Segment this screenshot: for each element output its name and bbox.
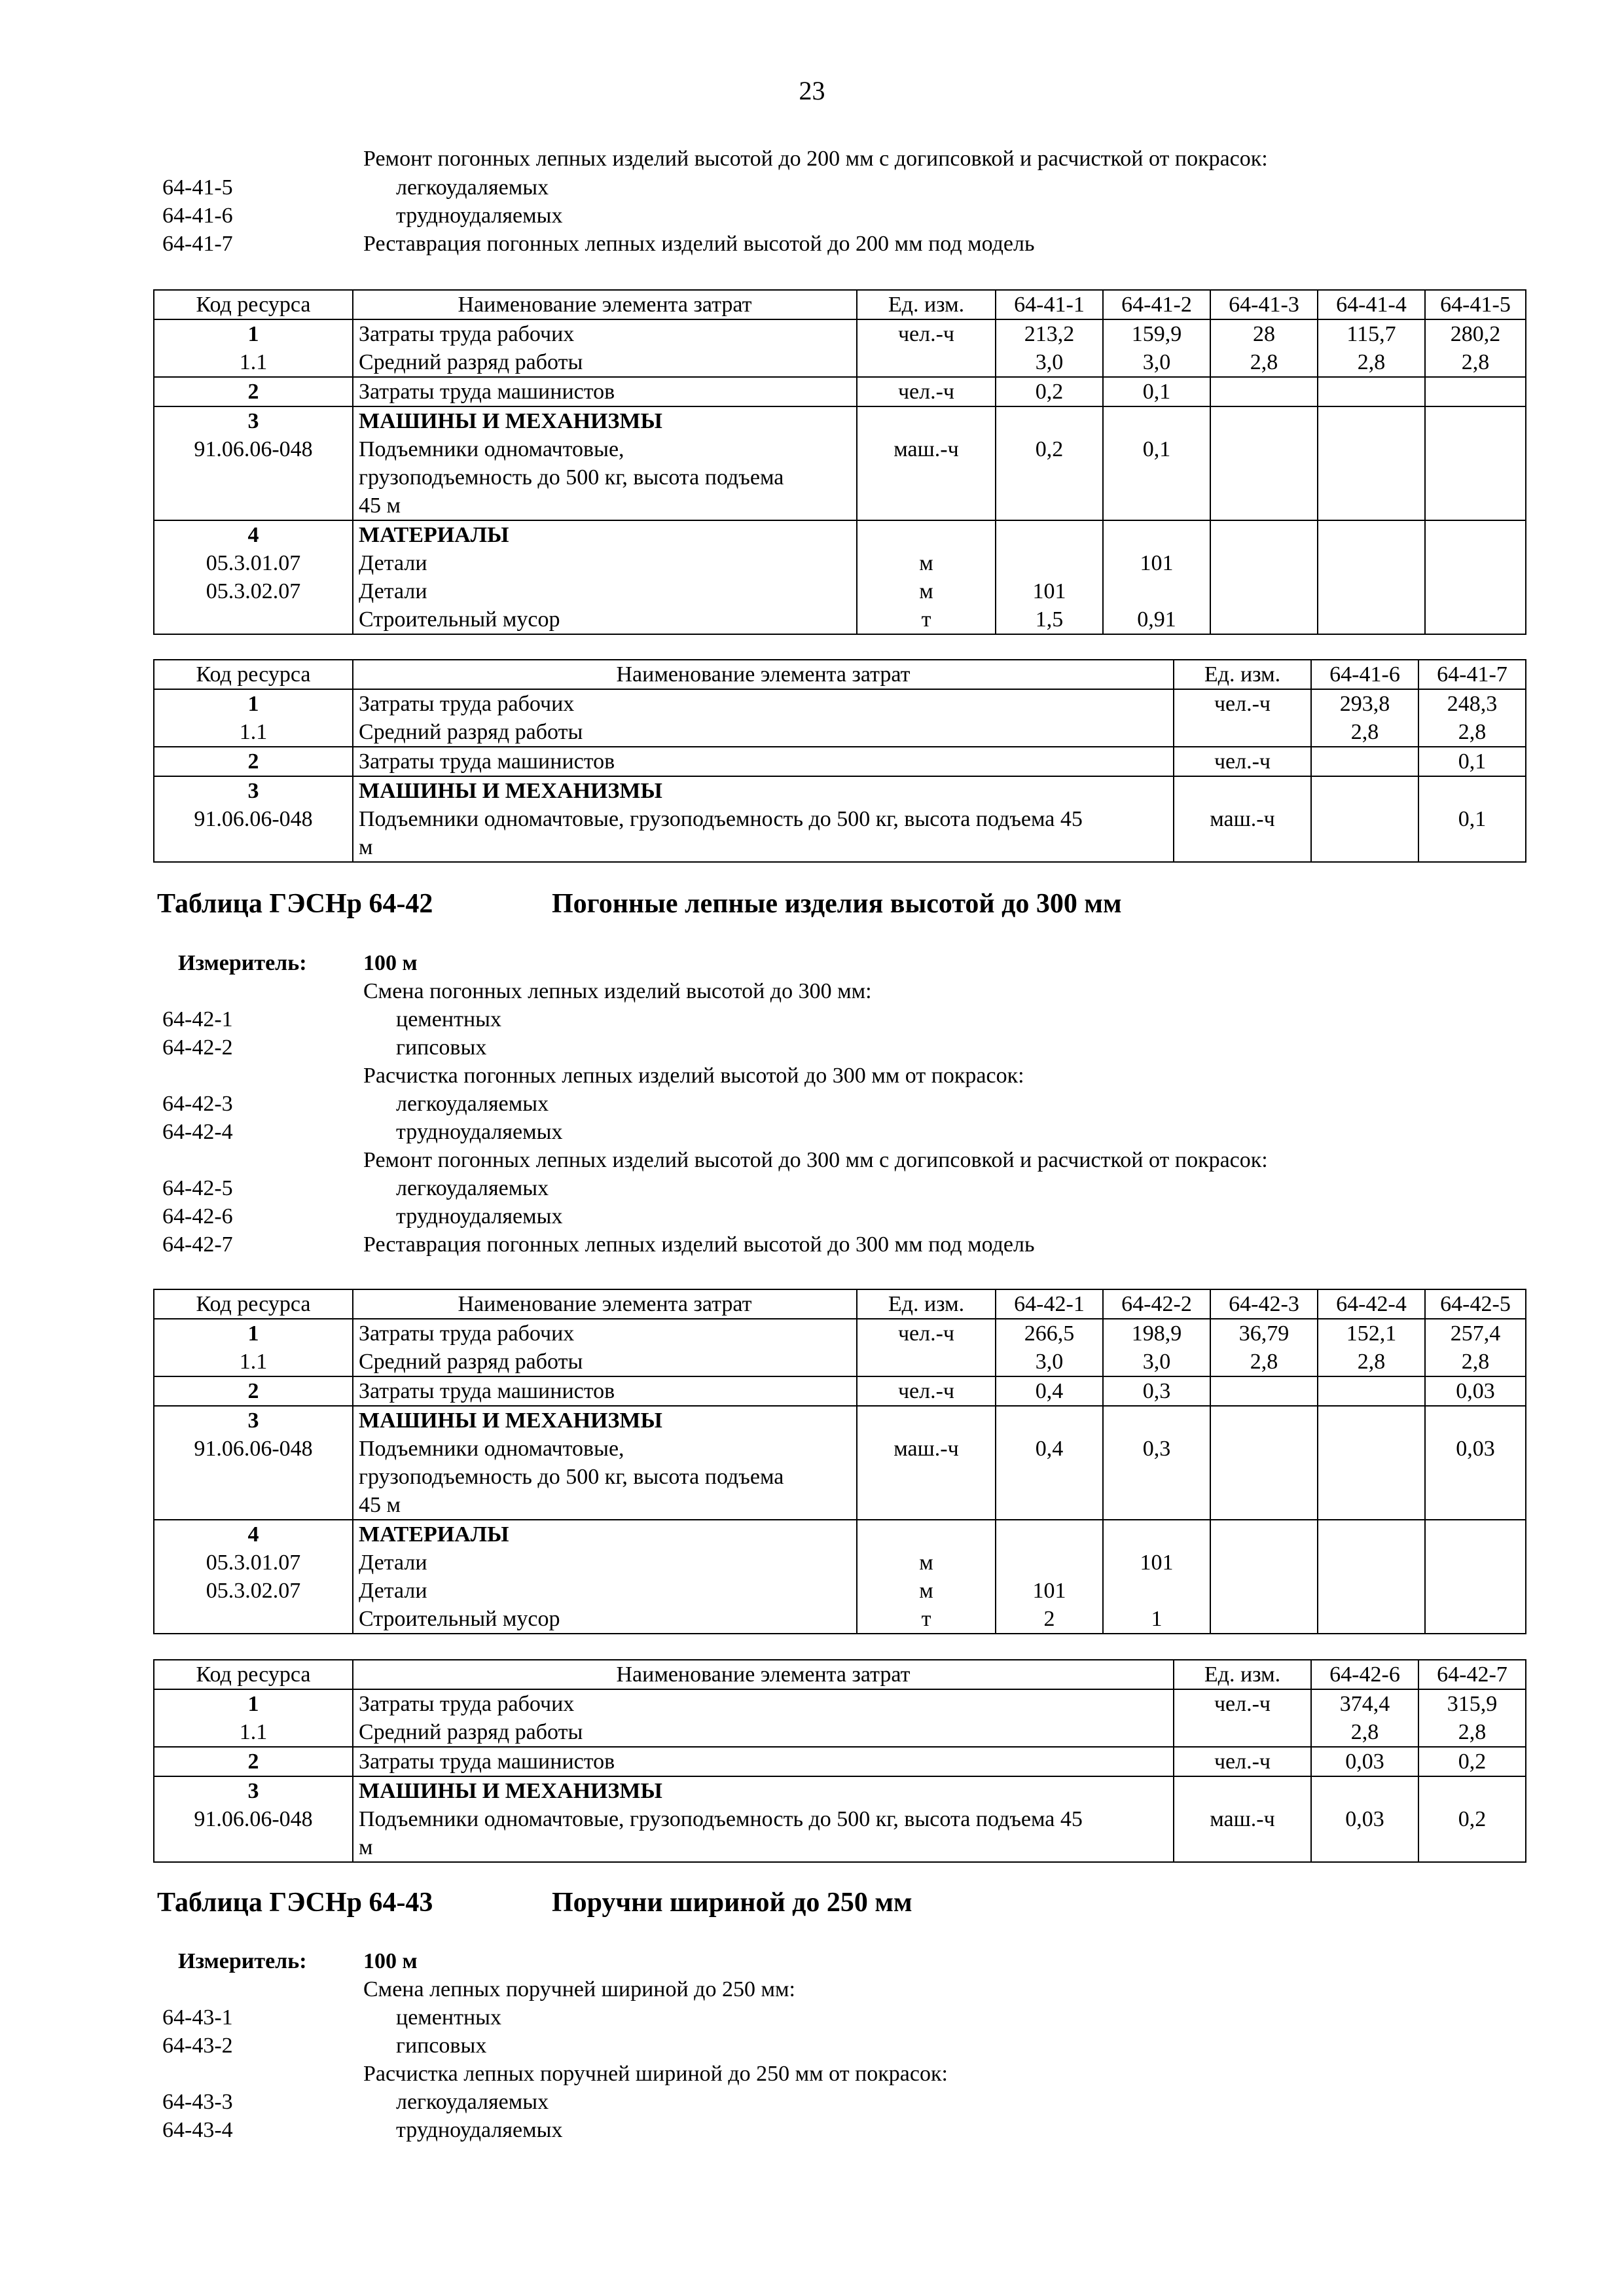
row-unit	[863, 348, 990, 376]
row-name: грузоподъемность до 500 кг, высота подъема	[359, 465, 784, 490]
row-name: Затраты труда машинистов	[353, 1747, 1174, 1776]
item-code: 64-42-3	[162, 1092, 233, 1116]
table-row	[154, 1747, 1526, 1776]
row-unit: м	[919, 579, 933, 603]
row-name: Подъемники одномачтовые, грузоподъемность до 500 кг, высота подъема 45	[359, 807, 1083, 831]
cell-value: 0,91	[1137, 607, 1176, 632]
cell-value	[1318, 377, 1425, 406]
column-header: Наименование элемента затрат	[353, 1289, 857, 1319]
item-code: 64-41-5	[162, 175, 233, 200]
row-unit: маш.-ч	[1210, 807, 1275, 831]
item-code: 64-42-2	[162, 1035, 233, 1060]
row-name: Средний разряд работы	[359, 1720, 583, 1744]
cell-value	[1425, 377, 1526, 406]
cell-value: 3,0	[1142, 1350, 1171, 1374]
item-code: 64-43-2	[162, 2034, 233, 2058]
cell-value: 248,3	[1447, 692, 1498, 716]
row-code: 1.1	[239, 1720, 268, 1744]
column-header: 64-42-4	[1318, 1289, 1425, 1319]
cell-value: 213,2	[1024, 322, 1075, 346]
cell-value: 2,8	[1357, 350, 1386, 374]
cell-value: 1	[1151, 1607, 1163, 1631]
row-name: Строительный мусор	[359, 1607, 560, 1631]
cell-value	[1431, 435, 1520, 463]
column-header: Код ресурса	[154, 660, 353, 689]
resource-table-64-41-6-7	[153, 659, 1526, 863]
item-text: легкоудаляемых	[396, 175, 549, 200]
row-code: 91.06.06-048	[194, 807, 313, 831]
resource-table-64-41-1-5	[153, 289, 1526, 635]
row-unit: м	[919, 1579, 933, 1603]
row-code: 2	[154, 747, 353, 776]
item-code: 64-43-4	[162, 2118, 233, 2142]
cell-value: 0,1	[1418, 747, 1526, 776]
cell-value	[1311, 747, 1418, 776]
cell-value: 2,8	[1458, 720, 1487, 744]
row-unit: маш.-ч	[1210, 1807, 1275, 1831]
table-header-row	[154, 290, 1526, 319]
cell-value: 2,8	[1250, 1350, 1278, 1374]
row-code: 4	[247, 523, 259, 547]
item-text: трудноудаляемых	[396, 1120, 563, 1144]
item-code: 64-42-6	[162, 1204, 233, 1229]
row-name: Затраты труда машинистов	[353, 377, 857, 406]
column-header: 64-41-4	[1318, 290, 1425, 319]
row-unit: т	[921, 607, 931, 632]
row-name: МАТЕРИАЛЫ	[359, 1522, 509, 1547]
item-code: 64-42-5	[162, 1176, 233, 1200]
item-text: Реставрация погонных лепных изделий высотой до 300 мм под модель	[363, 1232, 1035, 1257]
cell-value: 315,9	[1447, 1692, 1498, 1716]
cell-value	[1324, 435, 1419, 463]
row-name: Строительный мусор	[359, 607, 560, 632]
row-name: м	[359, 1835, 373, 1859]
column-header: Ед. изм.	[1174, 660, 1311, 689]
meter-label: Измеритель:	[178, 951, 307, 975]
cell-value: 374,4	[1339, 1692, 1390, 1716]
item-text: легкоудаляемых	[396, 1176, 549, 1200]
item-text: легкоудаляемых	[396, 2090, 549, 2114]
item-text: цементных	[396, 1007, 501, 1031]
cell-value: 2,8	[1461, 350, 1490, 374]
item-text: цементных	[396, 2005, 501, 2030]
row-code: 1.1	[239, 720, 268, 744]
cell-value: 1,5	[1035, 607, 1064, 632]
cell-value	[1109, 577, 1204, 605]
cell-value: 101	[1140, 1551, 1174, 1575]
row-code: 1	[247, 1692, 259, 1716]
cell-value: 3,0	[1035, 350, 1064, 374]
table-label: Таблица ГЭСНр 64-43	[157, 1888, 433, 1918]
row-name: Затраты труда рабочих	[359, 1321, 575, 1346]
row-code: 91.06.06-048	[194, 1437, 313, 1461]
item-text: гипсовых	[396, 2034, 487, 2058]
cell-value	[1324, 1435, 1419, 1463]
table-row	[154, 776, 1526, 862]
cell-value: 198,9	[1131, 1321, 1182, 1346]
row-name: Затраты труда рабочих	[359, 322, 575, 346]
row-unit: м	[919, 551, 933, 575]
row-code: 1	[247, 692, 259, 716]
cell-value	[1318, 1376, 1425, 1406]
row-code: 91.06.06-048	[194, 437, 313, 461]
column-header: 64-41-6	[1311, 660, 1418, 689]
column-header: 64-41-1	[996, 290, 1103, 319]
column-header: 64-42-5	[1425, 1289, 1526, 1319]
cell-value: 0,2	[1035, 437, 1064, 461]
row-name: Затраты труда машинистов	[353, 747, 1174, 776]
row-unit: маш.-ч	[893, 437, 959, 461]
cell-value	[1317, 805, 1413, 833]
cell-value	[1216, 1435, 1312, 1463]
row-name: Средний разряд работы	[359, 1350, 583, 1374]
table-header-row	[154, 1289, 1526, 1319]
row-code: 3	[247, 779, 259, 803]
list-header: Смена лепных поручней шириной до 250 мм:	[363, 1977, 795, 2001]
column-header: 64-41-5	[1425, 290, 1526, 319]
column-header: 64-41-3	[1210, 290, 1318, 319]
row-code: 91.06.06-048	[194, 1807, 313, 1831]
table-row	[154, 1376, 1526, 1406]
cell-value: 2,8	[1250, 350, 1278, 374]
cell-value: 152,1	[1346, 1321, 1397, 1346]
cell-value: 293,8	[1339, 692, 1390, 716]
cell-value: 3,0	[1035, 1350, 1064, 1374]
cell-value: 36,79	[1238, 1321, 1290, 1346]
item-text: гипсовых	[396, 1035, 487, 1060]
cell-value: 2,8	[1458, 1720, 1487, 1744]
cell-value: 266,5	[1024, 1321, 1075, 1346]
cell-value: 2	[1043, 1607, 1055, 1631]
list-header: Расчистка лепных поручней шириной до 250 мм от покрасок:	[363, 2062, 948, 2086]
item-text: трудноудаляемых	[396, 204, 563, 228]
row-name: Детали	[359, 551, 427, 575]
column-header: 64-42-2	[1103, 1289, 1210, 1319]
cell-value: 28	[1253, 322, 1275, 346]
cell-value: 0,2	[1458, 1807, 1487, 1831]
cell-value: 0,03	[1345, 1807, 1384, 1831]
column-header: 64-42-6	[1311, 1660, 1418, 1689]
column-header: 64-41-2	[1103, 290, 1210, 319]
list-header: Ремонт погонных лепных изделий высотой до 300 мм с догипсовкой и расчисткой от покрасок:	[363, 1148, 1268, 1172]
row-unit: чел.-ч	[897, 1321, 955, 1346]
column-header: Наименование элемента затрат	[353, 290, 857, 319]
row-name: 45 м	[359, 493, 401, 518]
row-unit: чел.-ч	[1174, 747, 1311, 776]
item-code: 64-42-7	[162, 1232, 233, 1257]
meter-label: Измеритель:	[178, 1949, 307, 1973]
row-name: Подъемники одномачтовые,	[359, 437, 624, 461]
section-title: Поручни шириной до 250 мм	[552, 1888, 912, 1918]
item-code: 64-43-1	[162, 2005, 233, 2030]
row-code: 1.1	[239, 1350, 268, 1374]
column-header: 64-42-7	[1418, 1660, 1526, 1689]
cell-value: 0,3	[1103, 1376, 1210, 1406]
cell-value: 0,03	[1456, 1437, 1495, 1461]
table-header-row	[154, 660, 1526, 689]
row-name: Затраты труда рабочих	[359, 1692, 575, 1716]
column-header: Код ресурса	[154, 1660, 353, 1689]
column-header: Ед. изм.	[857, 1289, 996, 1319]
table-row	[154, 747, 1526, 776]
cell-value: 257,4	[1450, 1321, 1501, 1346]
cell-value: 0,1	[1103, 377, 1210, 406]
list-header: Смена погонных лепных изделий высотой до 300 мм:	[363, 979, 872, 1003]
row-name: Средний разряд работы	[359, 350, 583, 374]
cell-value: 3,0	[1142, 350, 1171, 374]
table-row	[154, 1520, 1526, 1634]
table-row	[154, 1319, 1526, 1376]
item-code: 64-41-6	[162, 204, 233, 228]
cell-value: 0,2	[996, 377, 1103, 406]
row-name: м	[359, 835, 373, 859]
row-unit: чел.-ч	[1214, 1692, 1271, 1716]
row-name: МАШИНЫ И МЕХАНИЗМЫ	[359, 409, 662, 433]
cell-value: 2,8	[1350, 720, 1379, 744]
cell-value: 0,03	[1425, 1376, 1526, 1406]
column-header: Наименование элемента затрат	[353, 660, 1174, 689]
cell-value: 101	[1032, 1579, 1066, 1603]
cell-value	[1001, 549, 1097, 577]
row-unit: маш.-ч	[893, 1437, 959, 1461]
cell-value: 0,03	[1311, 1747, 1418, 1776]
list-header: Ремонт погонных лепных изделий высотой до 200 мм с догипсовкой и расчисткой от покрасок:	[363, 147, 1268, 171]
page-number: 23	[799, 76, 825, 105]
cell-value: 0,4	[1035, 1437, 1064, 1461]
row-unit: т	[921, 1607, 931, 1631]
cell-value: 101	[1140, 551, 1174, 575]
cell-value: 101	[1032, 579, 1066, 603]
item-code: 64-42-1	[162, 1007, 233, 1031]
row-name: МАШИНЫ И МЕХАНИЗМЫ	[359, 1779, 662, 1803]
meter-value: 100 м	[363, 951, 418, 975]
row-code: 05.3.01.07	[206, 551, 301, 575]
column-header: Наименование элемента затрат	[353, 1660, 1174, 1689]
column-header: Ед. изм.	[1174, 1660, 1311, 1689]
row-code: 05.3.01.07	[206, 1551, 301, 1575]
column-header: 64-41-7	[1418, 660, 1526, 689]
table-row	[154, 689, 1526, 747]
table-row	[154, 377, 1526, 406]
table-row	[154, 1776, 1526, 1862]
cell-value: 2,8	[1350, 1720, 1379, 1744]
row-code: 3	[247, 409, 259, 433]
column-header: Код ресурса	[154, 290, 353, 319]
row-code: 05.3.02.07	[206, 1579, 301, 1603]
cell-value: 0,3	[1142, 1437, 1171, 1461]
table-row	[154, 406, 1526, 520]
item-text: легкоудаляемых	[396, 1092, 549, 1116]
table-row	[154, 1689, 1526, 1747]
table-header-row	[154, 1660, 1526, 1689]
row-name: МАШИНЫ И МЕХАНИЗМЫ	[359, 1408, 662, 1433]
item-text: трудноудаляемых	[396, 1204, 563, 1229]
item-code: 64-41-7	[162, 232, 233, 256]
column-header: Ед. изм.	[857, 290, 996, 319]
item-code: 64-42-4	[162, 1120, 233, 1144]
cell-value	[1210, 1376, 1318, 1406]
row-name: грузоподъемность до 500 кг, высота подъема	[359, 1465, 784, 1489]
row-code: 2	[154, 1376, 353, 1406]
row-name: Затраты труда машинистов	[353, 1376, 857, 1406]
row-code: 2	[154, 377, 353, 406]
row-name: Детали	[359, 579, 427, 603]
item-code: 64-43-3	[162, 2090, 233, 2114]
row-unit: м	[919, 1551, 933, 1575]
row-code: 3	[247, 1408, 259, 1433]
item-text: трудноудаляемых	[396, 2118, 563, 2142]
cell-value: 280,2	[1450, 322, 1501, 346]
row-name: 45 м	[359, 1493, 401, 1517]
row-name: Средний разряд работы	[359, 720, 583, 744]
item-text: Реставрация погонных лепных изделий высотой до 200 мм под модель	[363, 232, 1035, 256]
cell-value: 159,9	[1131, 322, 1182, 346]
cell-value: 0,1	[1458, 807, 1487, 831]
row-name: Подъемники одномачтовые,	[359, 1437, 624, 1461]
cell-value: 115,7	[1346, 322, 1396, 346]
row-code: 05.3.02.07	[206, 579, 301, 603]
table-row	[154, 1406, 1526, 1520]
cell-value: 2,8	[1461, 1350, 1490, 1374]
row-code: 1.1	[239, 350, 268, 374]
list-header: Расчистка погонных лепных изделий высотой до 300 мм от покрасок:	[363, 1064, 1024, 1088]
row-unit: чел.-ч	[1174, 1747, 1311, 1776]
section-title: Погонные лепные изделия высотой до 300 мм	[552, 889, 1122, 919]
cell-value	[1216, 435, 1312, 463]
column-header: 64-42-3	[1210, 1289, 1318, 1319]
row-name: Затраты труда рабочих	[359, 692, 575, 716]
meter-value: 100 м	[363, 1949, 418, 1973]
resource-table-64-42-6-7	[153, 1659, 1526, 1863]
cell-value: 0,2	[1418, 1747, 1526, 1776]
row-unit: чел.-ч	[1214, 692, 1271, 716]
cell-value: 0,4	[996, 1376, 1103, 1406]
table-row	[154, 319, 1526, 377]
row-name: МАТЕРИАЛЫ	[359, 523, 509, 547]
column-header: Код ресурса	[154, 1289, 353, 1319]
table-label: Таблица ГЭСНр 64-42	[157, 889, 433, 919]
row-code: 3	[247, 1779, 259, 1803]
row-code: 4	[247, 1522, 259, 1547]
row-code: 1	[247, 322, 259, 346]
row-name: Подъемники одномачтовые, грузоподъемность до 500 кг, высота подъема 45	[359, 1807, 1083, 1831]
row-unit: чел.-ч	[857, 1376, 996, 1406]
row-name: Детали	[359, 1579, 427, 1603]
table-row	[154, 520, 1526, 634]
column-header: 64-42-1	[996, 1289, 1103, 1319]
resource-table-64-42-1-5	[153, 1289, 1526, 1634]
row-unit: чел.-ч	[897, 322, 955, 346]
row-unit: чел.-ч	[857, 377, 996, 406]
row-name: МАШИНЫ И МЕХАНИЗМЫ	[359, 779, 662, 803]
row-name: Детали	[359, 1551, 427, 1575]
cell-value: 2,8	[1357, 1350, 1386, 1374]
row-code: 1	[247, 1321, 259, 1346]
row-code: 2	[154, 1747, 353, 1776]
cell-value: 0,1	[1142, 437, 1171, 461]
cell-value	[1210, 377, 1318, 406]
